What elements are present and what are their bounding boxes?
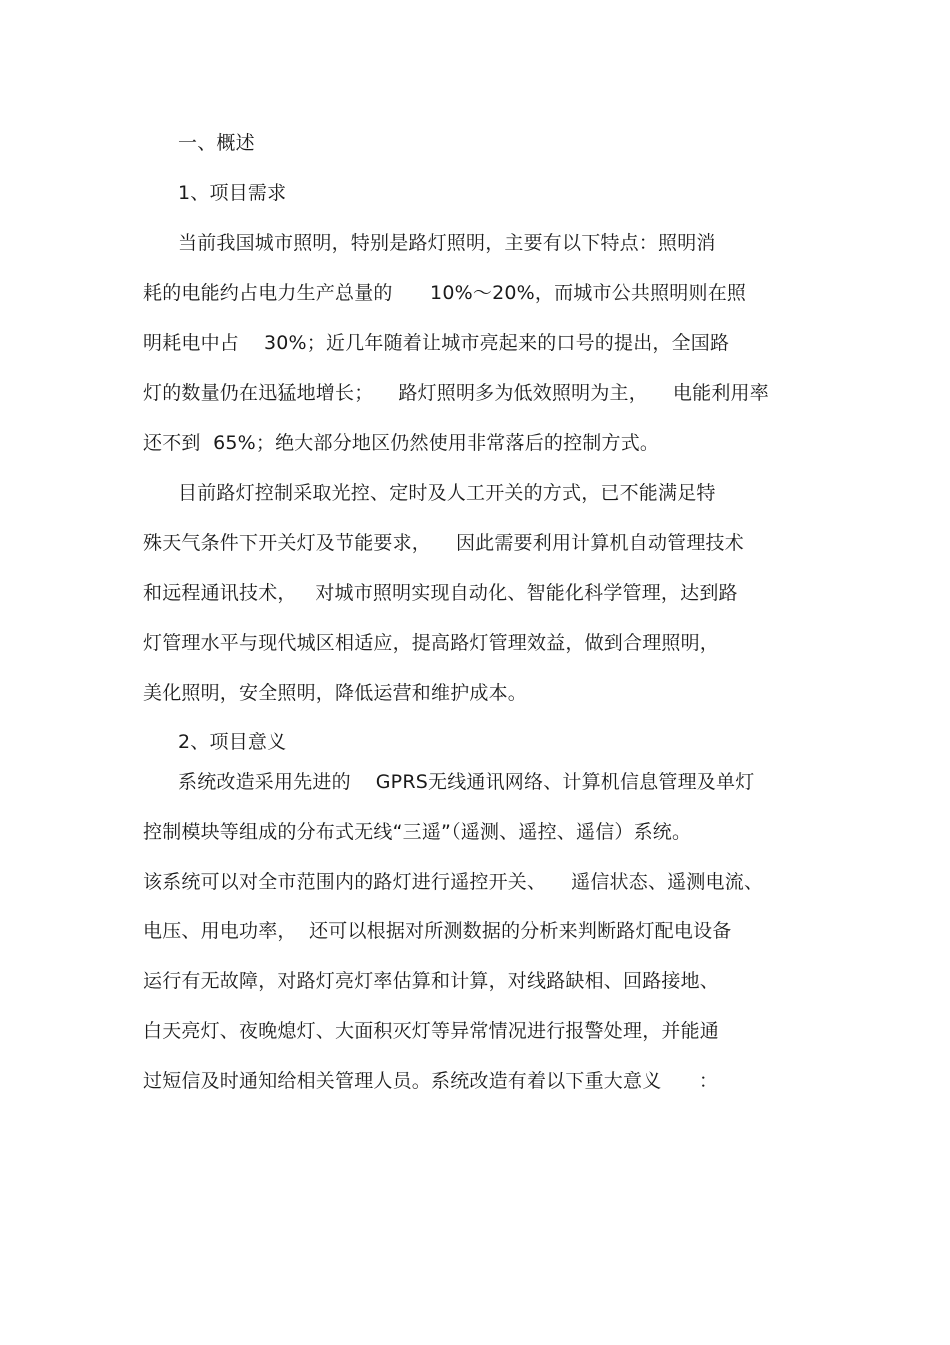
paragraph-line: 系统改造采用先进的 GPRS无线通讯网络、计算机信息管理及单灯 — [178, 771, 755, 793]
paragraph-line: 殊天气条件下开关灯及节能要求， 因此需要利用计算机自动管理技术 — [143, 532, 744, 554]
paragraph-line: 过短信及时通知给相关管理人员。系统改造有着以下重大意义 ： — [143, 1070, 719, 1092]
paragraph-line: 灯管理水平与现代城区相适应，提高路灯管理效益，做到合理照明， — [143, 632, 720, 654]
paragraph-line: 美化照明，安全照明，降低运营和维护成本。 — [143, 682, 528, 704]
paragraph-line: 该系统可以对全市范围内的路灯进行遥控开关、 遥信状态、遥测电流、 — [143, 871, 764, 893]
paragraph-line: 目前路灯控制采取光控、定时及人工开关的方式，已不能满足特 — [178, 482, 716, 504]
paragraph-line: 和远程通讯技术， 对城市照明实现自动化、智能化科学管理，达到路 — [143, 582, 738, 604]
paragraph-line: 灯的数量仍在迅猛地增长； 路灯照明多为低效照明为主， 电能利用率 — [143, 382, 769, 404]
paragraph-line: 明耗电中占 30%；近几年随着让城市亮起来的口号的提出，全国路 — [143, 332, 730, 354]
section-heading-overview: 一、概述 — [178, 132, 255, 154]
paragraph-line: 白天亮灯、夜晚熄灯、大面积灭灯等异常情况进行报警处理，并能通 — [143, 1020, 720, 1042]
paragraph-line: 当前我国城市照明，特别是路灯照明，主要有以下特点：照明消 — [178, 232, 716, 254]
paragraph-line: 电压、用电功率， 还可以根据对所测数据的分析来判断路灯配电设备 — [143, 920, 732, 942]
subsection-heading-requirements: 1、项目需求 — [178, 182, 287, 204]
paragraph-line: 耗的电能约占电力生产总量的 10%～20%，而城市公共照明则在照 — [143, 282, 747, 304]
subsection-heading-significance: 2、项目意义 — [178, 731, 287, 753]
paragraph-line: 控制模块等组成的分布式无线“三遥”（遥测、遥控、遥信）系统。 — [143, 821, 692, 843]
paragraph-line: 还不到 65%；绝大部分地区仍然使用非常落后的控制方式。 — [143, 432, 660, 454]
paragraph-line: 运行有无故障，对路灯亮灯率估算和计算，对线路缺相、回路接地、 — [143, 970, 720, 992]
